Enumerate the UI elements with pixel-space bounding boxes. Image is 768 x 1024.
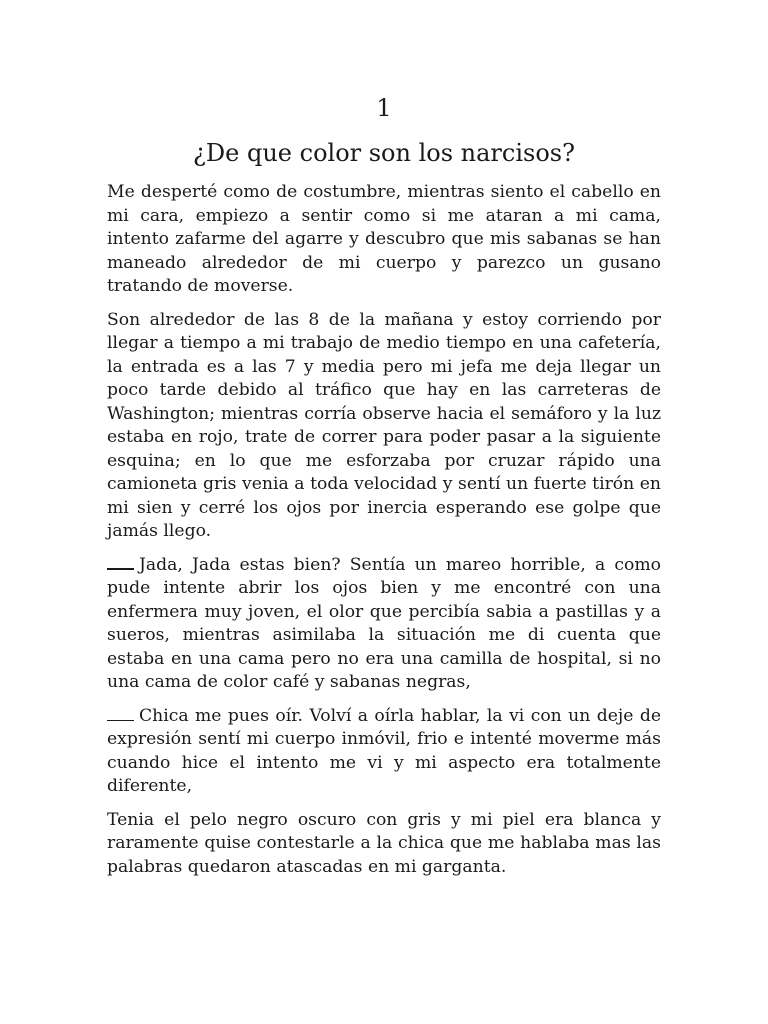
chapter-number: 1	[376, 94, 392, 122]
paragraph-2	[107, 309, 661, 544]
paragraph-text: Son alrededor de las 8 de la mañana y estoy corriendo por llegar a tiempo a mi trabajo de medio tiempo en una cafetería, la entrada es a las 7 y media pero mi jefa me deja llegar un poco tarde debido al tráfico que hay en las carreteras de Washington; mientras corría observe hacia el semáforo y la luz estaba en rojo, trate de correr para poder pasar a la siguiente esquina; en lo que me esforzaba por cruzar rápido una camioneta gris venia a toda velocidad y sentí un fuerte tirón en mi sien y cerré los ojos por inercia esperando ese golpe que jamás llego.	[107, 309, 661, 541]
paragraph-text: Me desperté como de costumbre, mientras siento el cabello en mi cara, empiezo a sentir como si me ataran a mi cama, intento zafarme del agarre y descubro que mis sabanas se han maneado alrededor de mi cuerpo y parezco un gusano tratando de moverse.	[107, 182, 661, 296]
paragraph-1	[107, 181, 661, 299]
document-page	[107, 92, 661, 889]
dialogue-dash	[107, 568, 134, 570]
paragraph-5	[107, 809, 661, 880]
dialogue-dash	[107, 720, 134, 721]
paragraph-4	[107, 705, 661, 799]
chapter-title: ¿De que color son los narcisos?	[193, 139, 575, 167]
paragraph-text: Tenia el pelo negro oscuro con gris y mi piel era blanca y raramente quise contestarle a la chica que me hablaba mas las palabras quedaron atascadas en mi garganta.	[107, 809, 661, 877]
paragraph-text: Jada, Jada estas bien? Sentía un mareo horrible, a como pude intente abrir los ojos bien y me encontré con una enfermera muy joven, el olor que percibía sabia a pastillas y a sueros, mientras asimilaba la situación me di cuenta que estaba en una cama pero no era una camilla de hospital, si no una cama de color café y sabanas negras,	[107, 554, 661, 692]
paragraph-3	[107, 554, 661, 695]
paragraph-text: Chica me pues oír. Volví a oírla hablar, la vi con un deje de expresión sentí mi cuerpo inmóvil, frio e intenté moverme más cuando hice el intento me vi y mi aspecto era totalmente diferente,	[107, 705, 661, 796]
